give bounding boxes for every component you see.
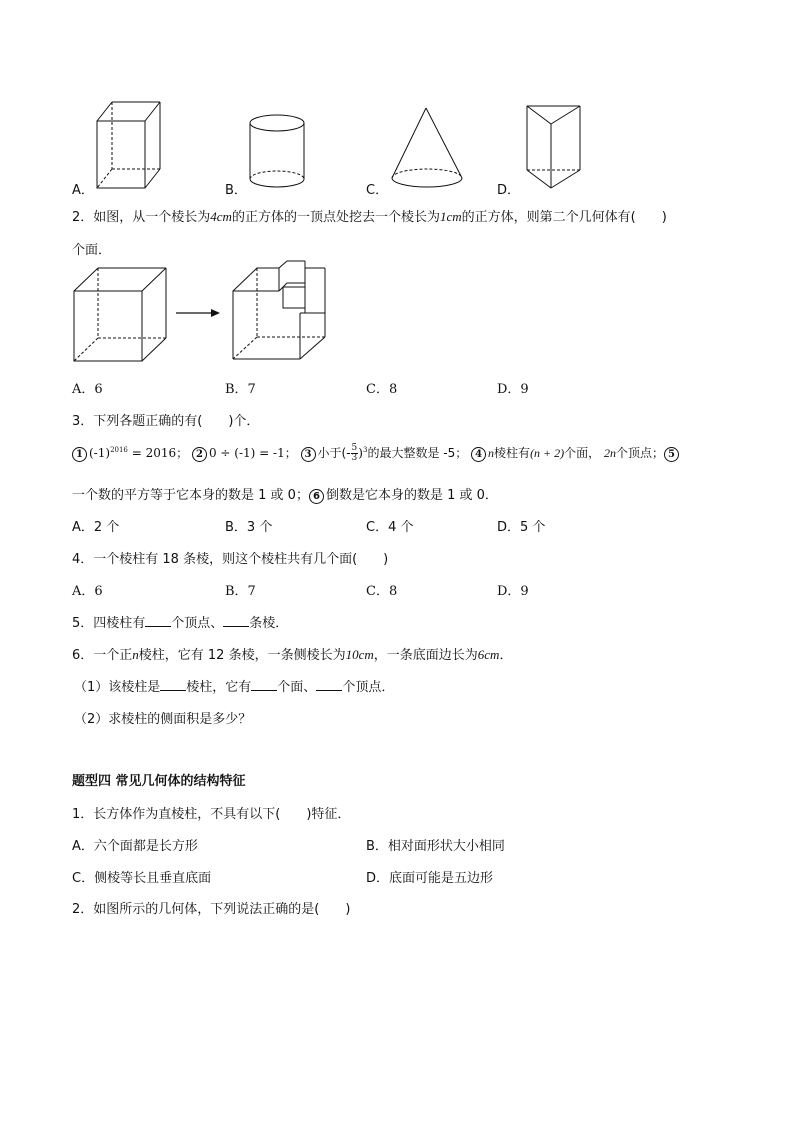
q1-option-d[interactable]: D． <box>497 183 521 198</box>
circle-number-6: 6 <box>309 489 324 504</box>
s4-q2-stem: 2．如图所示的几何体，下列说法正确的是( ) <box>72 902 351 917</box>
circle-number-1: 1 <box>72 447 87 462</box>
q3-statements-line2: 一个数的平方等于它本身的数是 1 或 0； 6 倒数是它本身的数是 1 或 0． <box>72 488 498 503</box>
answer-blank[interactable] <box>223 614 249 627</box>
q2-stem-line2: 个面． <box>72 243 112 258</box>
s4-q1-option-d[interactable]: D．底面可能是五边形 <box>366 871 494 886</box>
circle-number-5: 5 <box>664 447 679 462</box>
q1-option-a[interactable]: A． <box>72 183 94 198</box>
q3-option-d[interactable]: D．5 个 <box>497 520 546 535</box>
q2-stem: 2．如图，从一个棱长为4cm的正方体的一顶点处挖去一个棱长为1cm的正方体，则第二个几何体有( ) <box>72 209 667 225</box>
q4-option-b[interactable]: B．7 <box>225 584 256 599</box>
q3-option-c[interactable]: C．4 个 <box>366 520 414 535</box>
q6-stem: 6．一个正n棱柱，它有 12 条棱，一条侧棱长为10cm，一条底面边长为6cm． <box>72 647 513 663</box>
q5-stem: 5．四棱柱有 个顶点、 条棱． <box>72 616 289 631</box>
section-title: 题型四 常见几何体的结构特征 <box>72 774 246 789</box>
answer-blank[interactable] <box>145 614 171 627</box>
s4-q1-option-c[interactable]: C．侧棱等长且垂直底面 <box>72 871 212 886</box>
q4-stem: 4．一个棱柱有 18 条棱，则这个棱柱共有几个面( ) <box>72 552 389 567</box>
s4-q1-option-a[interactable]: A．六个面都是长方形 <box>72 839 198 854</box>
s4-q1-option-b[interactable]: B．相对面形状大小相同 <box>366 839 505 854</box>
q6-sub1: （1）该棱柱是 棱柱，它有 个面、 个顶点． <box>74 680 395 695</box>
q6-sub2: （2）求棱柱的侧面积是多少？ <box>74 712 252 727</box>
q3-option-b[interactable]: B．3 个 <box>225 520 273 535</box>
circle-number-3: 3 <box>301 447 316 462</box>
q2-option-d[interactable]: D．9 <box>497 382 529 397</box>
q3-statements: 1 $(-1)^{2016} = 2016$； 2 0 ÷ (-1) = -1； 3 小于(- $\frac{5}{3}$ )$^3$的最大整数是 -5； 4 n棱柱有(n + 2)个面， 2n个顶点； 5 <box>72 444 681 463</box>
q1-option-b[interactable]: B． <box>225 183 247 198</box>
answer-blank[interactable] <box>316 678 342 691</box>
q4-option-c[interactable]: C．8 <box>366 584 398 599</box>
q2-option-c[interactable]: C．8 <box>366 382 398 397</box>
q1-option-c[interactable]: C． <box>366 183 389 198</box>
q2-option-a[interactable]: A．6 <box>72 382 103 397</box>
circle-number-4: 4 <box>471 447 486 462</box>
q3-option-a[interactable]: A．2 个 <box>72 520 120 535</box>
notched-cube-figure <box>0 0 794 400</box>
q3-stem: 3．下列各题正确的有( )个． <box>72 414 260 429</box>
circle-number-2: 2 <box>192 447 207 462</box>
s4-q1-stem: 1．长方体作为直棱柱，不具有以下( )特征． <box>72 807 351 822</box>
answer-blank[interactable] <box>251 678 277 691</box>
q2-option-b[interactable]: B．7 <box>225 382 256 397</box>
q4-option-d[interactable]: D．9 <box>497 584 529 599</box>
answer-blank[interactable] <box>160 678 186 691</box>
q4-option-a[interactable]: A．6 <box>72 584 103 599</box>
